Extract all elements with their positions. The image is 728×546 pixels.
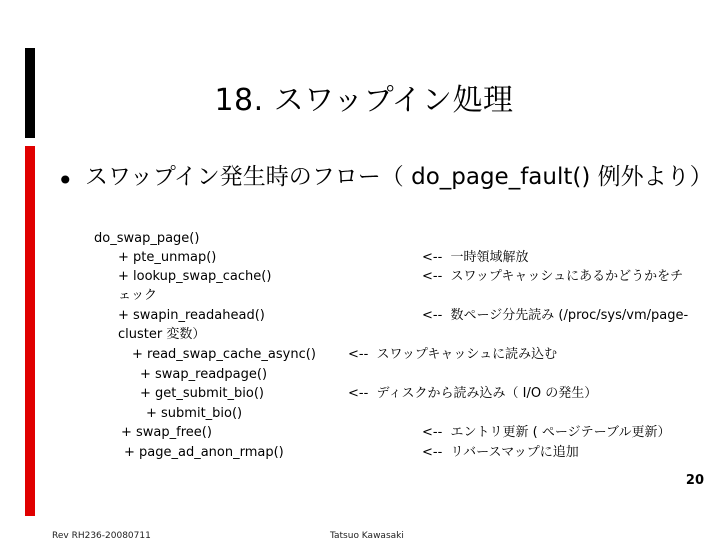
code-comment: <-- エントリ更新 ( ページテーブル更新） (422, 425, 671, 440)
slide-title: 18. スワップイン処理 (214, 83, 514, 118)
code-line: ェック (118, 288, 158, 303)
code-line: + swap_readpage() (140, 367, 268, 382)
code-comment: <-- スワップキャッシュに読み込む (348, 347, 558, 362)
code-line: + get_submit_bio() (140, 386, 264, 401)
code-comment: <-- 数ページ分先読み (/proc/sys/vm/page- (422, 308, 689, 323)
page-number: 20 (685, 473, 704, 488)
accent-bar-red (25, 146, 35, 516)
footer-author: Tatsuo Kawasaki (330, 531, 404, 541)
code-line: + pte_unmap() (118, 250, 217, 265)
code-line: + page_ad_anon_rmap() (124, 445, 284, 460)
code-comment: <-- リバースマップに追加 (422, 445, 579, 460)
code-line: do_swap_page() (94, 231, 200, 246)
bullet-marker: • (57, 164, 74, 197)
code-comment: <-- ディスクから読み込み（ I/O の発生） (348, 386, 598, 401)
code-line: cluster 変数） (118, 327, 206, 342)
code-line: + swap_free() (121, 425, 212, 440)
code-comment: <-- スワップキャッシュにあるかどうかをチ (422, 269, 684, 284)
code-comment: <-- 一時領域解放 (422, 250, 529, 265)
footer-revision: Rev RH236-20080711 (52, 531, 151, 541)
code-line: + swapin_readahead() (118, 308, 265, 323)
code-line: + lookup_swap_cache() (118, 269, 272, 284)
bullet-text: スワップイン発生時のフロー（ do_page_fault() 例外より） (85, 164, 713, 190)
code-line: + read_swap_cache_async() (132, 347, 316, 362)
code-line: + submit_bio() (146, 406, 243, 421)
